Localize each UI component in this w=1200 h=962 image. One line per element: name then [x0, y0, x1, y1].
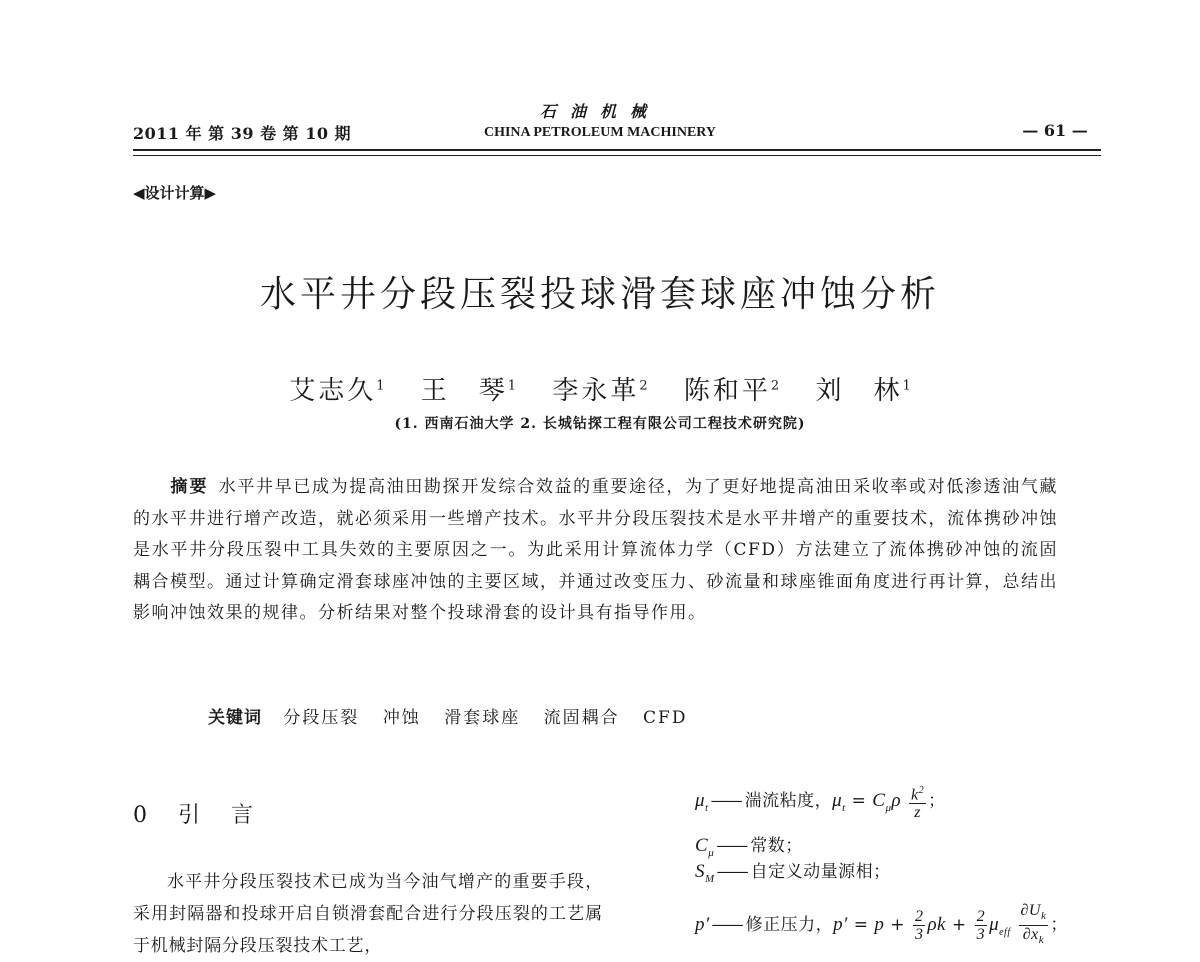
definition-c-mu: $C_\mu$ —— 常数；: [695, 835, 803, 859]
section-tag: ◀设计计算▶: [133, 184, 217, 202]
affiliations: (1. 西南石油大学 2. 长城钻探工程有限公司工程技术研究院): [394, 416, 806, 432]
author: 艾志久$^1$: [289, 376, 385, 406]
abstract-label: 摘要: [170, 477, 209, 497]
abstract: [133, 472, 1058, 630]
journal-name-cn: 石油机械: [539, 102, 660, 121]
section-heading: 0 引 言: [133, 803, 265, 828]
keyword: CFD: [643, 708, 688, 728]
issue-info: 2011 年 第 39 卷 第 10 期: [133, 124, 352, 143]
journal-name-en: CHINA PETROLEUM MACHINERY: [483, 125, 717, 140]
fraction-2-3: $\frac{2}{3}$: [914, 908, 924, 944]
keywords: [208, 703, 705, 728]
keyword: 冲蚀: [382, 708, 421, 728]
definition-p-prime: p′ —— 修正压力，p′ = p + $\frac{2}{3}$ ρk + $\frac{2}{3}$ $\mu_{eff}$ $\frac{\partial U_k}{\partial x_k}$ ；: [695, 902, 1068, 949]
header-rule-thick: [133, 149, 1101, 151]
intro-paragraph: 水平井分段压裂技术已成为当今油气增产的重要手段，采用封隔器和投球开启自锁滑套配合进行分段压裂的工艺属于机械封隔分段压裂技术工艺，: [133, 872, 603, 956]
author: 王 琴$^1$: [420, 376, 517, 406]
definition-mu-t: $\mu_t$ —— 湍流粘度，$\mu_t = C_\mu\rho$ $\frac{k^2}{z}$ ；: [695, 782, 946, 821]
fraction-k2-z: $\frac{k^2}{z}$: [909, 782, 926, 821]
definition-s-m: $S_M$ —— 自定义动量源相；: [695, 861, 891, 885]
author-list: [0, 370, 1200, 407]
abstract-text: 水平井早已成为提高油田勘探开发综合效益的重要途径，为了更好地提高油田采收率或对低渗透油气藏的水平井进行增产改造，就必须采用一些增产技术。水平井分段压裂技术是水平井增产的重要技术，流体携砂冲蚀是水平井分段压裂中工具失效的主要原因之一。为此采用计算流体力学（CFD）方法建立了流体携砂冲蚀的流固耦合模型。通过计算确定滑套球座冲蚀的主要区域，并通过改变压力、砂流量和球座锥面角度进行再计算，总结出影响冲蚀效果的规律。分析结果对整个投球滑套的设计具有指导作用。: [133, 477, 1059, 623]
author: 刘 林$^1$: [815, 376, 911, 406]
fraction-dU-dx: $\frac{\partial U_k}{\partial x_k}$: [1020, 902, 1047, 947]
fraction-2-3: $\frac{2}{3}$: [976, 908, 986, 944]
keyword: 滑套球座: [444, 708, 521, 728]
page-number: — 61 —: [1022, 121, 1088, 140]
paper-title: 水平井分段压裂投球滑套球座冲蚀分析: [259, 274, 940, 315]
author: 陈和平$^2$: [683, 376, 780, 406]
keyword: 流固耦合: [543, 708, 620, 728]
header-rule-thin: [133, 155, 1101, 156]
keywords-label: 关键词: [208, 708, 262, 728]
author: 李永革$^2$: [552, 376, 648, 406]
keyword: 分段压裂: [283, 708, 360, 728]
